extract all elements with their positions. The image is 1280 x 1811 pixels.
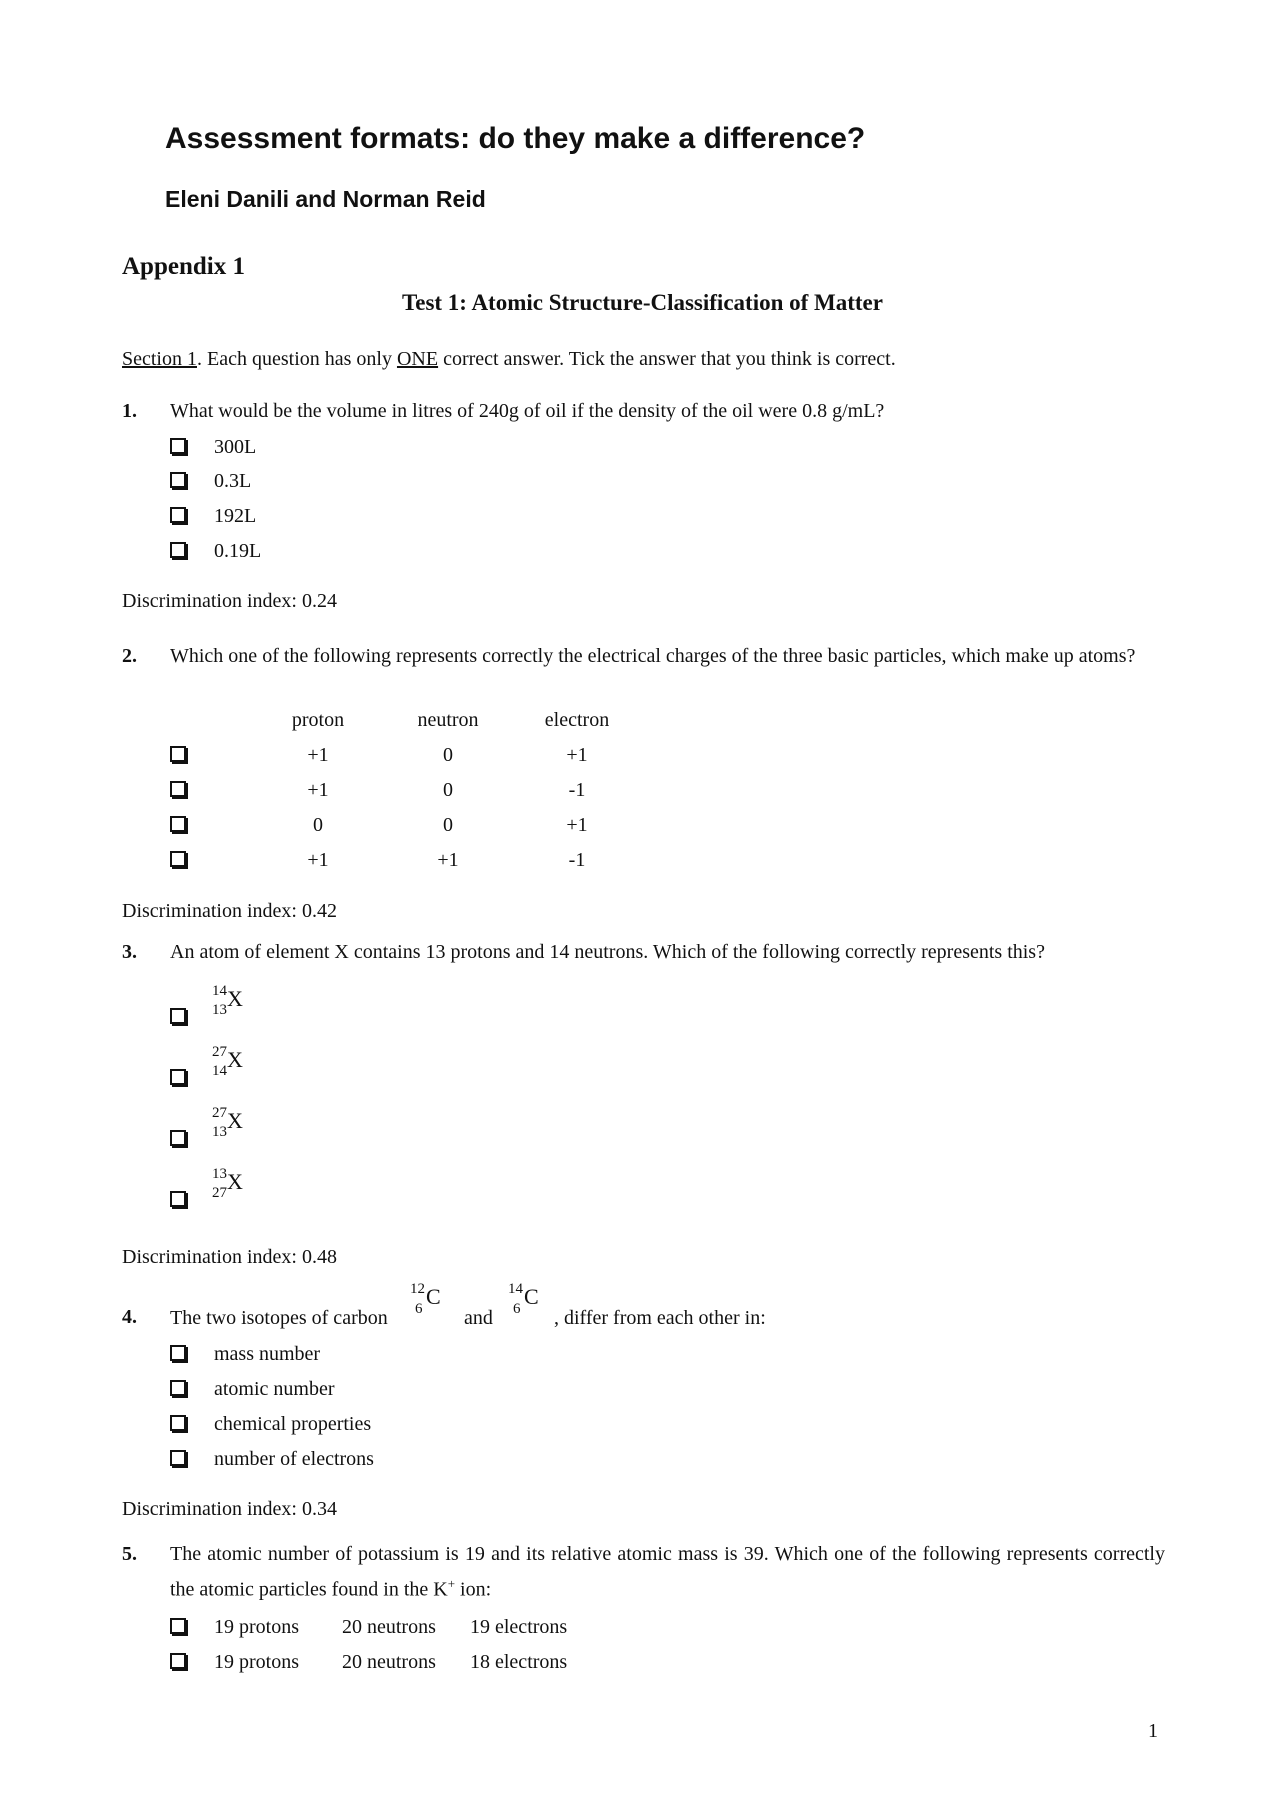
question-text-4: The two isotopes of carbon [170, 1307, 388, 1329]
checkbox[interactable] [170, 1618, 186, 1634]
q2-row4-proton: +1 [307, 849, 329, 871]
q4-option-4[interactable] [170, 1448, 374, 1472]
nuclide-notation: 13 27 X [212, 1166, 243, 1201]
q3-discrimination-index: Discrimination index: 0.48 [122, 1246, 337, 1268]
checkbox[interactable] [170, 1345, 186, 1361]
checkbox[interactable] [170, 1130, 186, 1146]
question-number-2: 2. [122, 645, 137, 667]
q2-option-2[interactable] [170, 779, 186, 803]
question-text-2: Which one of the following represents correctly the electrical charges of the three basic particles, which make up atoms? [170, 645, 1136, 667]
page-number: 1 [1148, 1720, 1158, 1742]
q2-row3-electron: +1 [566, 814, 588, 836]
column-header-neutron: neutron [417, 709, 479, 731]
checkbox[interactable] [170, 1415, 186, 1431]
option-label: number of electrons [214, 1448, 374, 1470]
checkbox[interactable] [170, 851, 186, 867]
q2-row1-neutron: 0 [443, 744, 453, 766]
option-neutrons: 20 neutrons [342, 1651, 436, 1673]
option-label: mass number [214, 1343, 321, 1365]
option-electrons: 18 electrons [470, 1651, 568, 1673]
question-text-3: An atom of element X contains 13 protons and 14 neutrons. Which of the following correctly represents this? [170, 941, 1045, 963]
question-number-1: 1. [122, 400, 137, 422]
question-number-4: 4. [122, 1306, 137, 1328]
checkbox[interactable] [170, 1380, 186, 1396]
q5-option-1[interactable] [170, 1616, 568, 1640]
q4-discrimination-index: Discrimination index: 0.34 [122, 1498, 337, 1520]
appendix-heading: Appendix 1 [122, 253, 245, 280]
isotope-carbon-12: 12 6 C [410, 1281, 441, 1317]
section-text-after: correct answer. Tick the answer that you think is correct. [438, 348, 896, 370]
option-label: 300L [214, 436, 257, 458]
q2-row4-neutron: +1 [437, 849, 459, 871]
nuclide-notation: 14 13 X [212, 983, 243, 1018]
q1-discrimination-index: Discrimination index: 0.24 [122, 590, 337, 612]
section-label: Section 1 [122, 348, 197, 370]
q2-row3-proton: 0 [313, 814, 323, 836]
question-number-3: 3. [122, 941, 137, 963]
isotope-carbon-14: 14 6 C [508, 1281, 539, 1317]
checkbox[interactable] [170, 1191, 186, 1207]
checkbox[interactable] [170, 781, 186, 797]
column-header-proton: proton [291, 709, 345, 731]
q4-option-2[interactable] [170, 1378, 335, 1402]
paper-title: Assessment formats: do they make a difference? [165, 122, 866, 155]
q3-option-2[interactable] [170, 1067, 186, 1091]
checkbox[interactable] [170, 1069, 186, 1085]
option-label: atomic number [214, 1378, 335, 1400]
checkbox[interactable] [170, 542, 186, 558]
q2-discrimination-index: Discrimination index: 0.42 [122, 900, 337, 922]
q2-option-4[interactable] [170, 849, 186, 873]
q2-row3-neutron: 0 [443, 814, 453, 836]
q1-option-4[interactable] [170, 540, 262, 564]
option-label: 0.3L [214, 470, 252, 492]
section-text-before: . Each question has only [197, 348, 397, 370]
q2-row1-electron: +1 [566, 744, 588, 766]
nuclide-notation: 27 14 X [212, 1044, 243, 1079]
option-protons: 19 protons [214, 1616, 299, 1638]
q2-option-3[interactable] [170, 814, 186, 838]
q2-option-1[interactable] [170, 744, 186, 768]
section-emphasis: ONE [396, 348, 439, 370]
question-text-5: The atomic number of potassium is 19 and its relative atomic mass is 39. Which one of the following represents correctly the atomic particles found in the K+ ion: [170, 1543, 1165, 1601]
q2-row2-proton: +1 [307, 779, 329, 801]
q2-row2-electron: -1 [568, 779, 586, 801]
q4-option-3[interactable] [170, 1413, 372, 1437]
option-protons: 19 protons [214, 1651, 299, 1673]
question-text-1: What would be the volume in litres of 240g of oil if the density of the oil were 0.8 g/mL? [170, 400, 885, 422]
q3-option-3[interactable] [170, 1128, 186, 1152]
checkbox[interactable] [170, 507, 186, 523]
checkbox[interactable] [170, 816, 186, 832]
question-text-4-end: , differ from each other in: [554, 1307, 766, 1329]
checkbox[interactable] [170, 746, 186, 762]
q2-row1-proton: +1 [307, 744, 329, 766]
option-electrons: 19 electrons [470, 1616, 568, 1638]
checkbox[interactable] [170, 1653, 186, 1669]
q3-option-1[interactable] [170, 1006, 186, 1030]
checkbox[interactable] [170, 438, 186, 454]
question-number-5: 5. [122, 1543, 137, 1565]
option-label: chemical properties [214, 1413, 372, 1435]
option-neutrons: 20 neutrons [342, 1616, 436, 1638]
checkbox[interactable] [170, 1008, 186, 1024]
q1-option-1[interactable] [170, 436, 257, 460]
q3-option-4[interactable] [170, 1189, 186, 1213]
ion-charge: + [447, 1576, 456, 1591]
checkbox[interactable] [170, 472, 186, 488]
paper-authors: Eleni Danili and Norman Reid [165, 186, 486, 212]
option-label: 192L [214, 505, 257, 527]
q2-row2-neutron: 0 [443, 779, 453, 801]
q1-option-2[interactable] [170, 470, 252, 494]
column-header-electron: electron [544, 709, 610, 731]
q1-option-3[interactable] [170, 505, 257, 529]
q5-option-2[interactable] [170, 1651, 568, 1675]
section-instructions [122, 347, 896, 371]
isotope-connector: and [464, 1307, 493, 1329]
option-label: 0.19L [214, 540, 262, 562]
test-title: Test 1: Atomic Structure-Classification of Matter [402, 290, 883, 315]
nuclide-notation: 27 13 X [212, 1105, 243, 1140]
checkbox[interactable] [170, 1450, 186, 1466]
q2-row4-electron: -1 [568, 849, 586, 871]
q4-option-1[interactable] [170, 1343, 321, 1367]
